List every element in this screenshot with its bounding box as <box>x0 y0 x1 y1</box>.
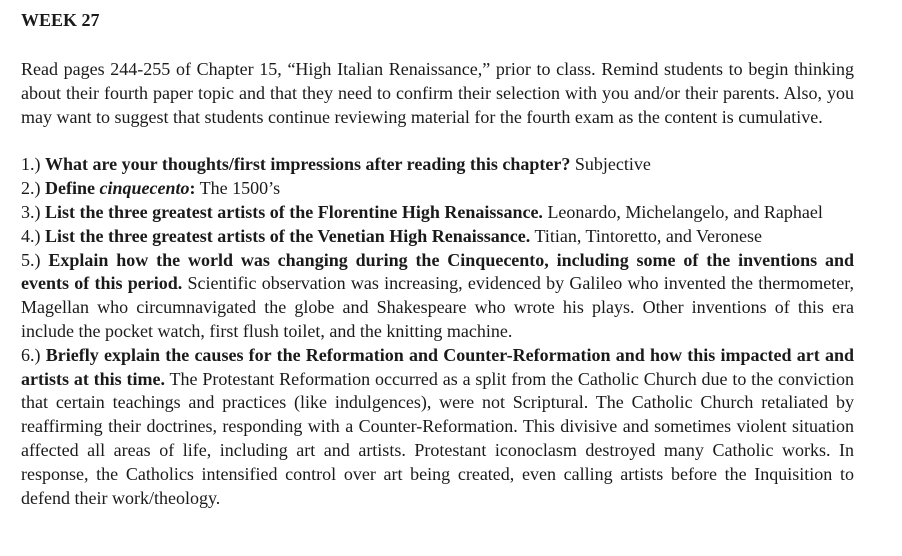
item-number: 3.) <box>21 201 41 222</box>
question-item-2 <box>21 177 854 201</box>
question-text-post: : <box>189 178 196 199</box>
answer-text: The 1500’s <box>199 178 281 199</box>
question-text: List the three greatest artists of the Florentine High Renaissance. <box>45 201 543 222</box>
answer-text: The Protestant Reformation occurred as a split from the Catholic Church due to the conviction that certain teachings and practices (like indulgences), were not Scriptural. The Catholic Church retaliated by reaffirming their doctrines, responding with a Counter-Reformation. This divisive and sometimes violent situation affected all areas of life, including art and artists. Protestant iconoclasm destroyed many Catholic works. In response, the Catholics intensified control over art being created, even calling artists before the Inquisition to defend their work/theology. <box>21 368 854 508</box>
question-text-emphasis: cinquecento <box>99 178 190 199</box>
item-number: 4.) <box>21 225 41 246</box>
question-text: Briefly explain the causes for the Reformation and Counter-Reformation and how this impacted art and artists at this time. <box>21 344 855 389</box>
item-number: 5.) <box>21 249 41 270</box>
question-item-1 <box>21 153 854 177</box>
question-text: What are your thoughts/first impressions after reading this chapter? <box>45 154 571 175</box>
intro-paragraph: Read pages 244-255 of Chapter 15, “High Italian Renaissance,” prior to class. Remind students to begin thinking about their fourth paper topic and that they need to confirm their selection with you and/or their parents. Also, you may want to suggest that students continue reviewing material for the fourth exam as the content is cumulative. <box>21 59 854 127</box>
answer-text: Scientific observation was increasing, evidenced by Galileo who invented the thermometer, Magellan who circumnavigated the globe and Shakespeare who wrote his plays. Other inventions of this era include the pocket watch, first flush toilet, and the knitting machine. <box>21 273 854 341</box>
answer-text: Titian, Tintoretto, and Veronese <box>534 225 762 246</box>
week-heading: WEEK 27 <box>21 10 100 30</box>
question-item-4 <box>21 225 854 249</box>
item-number: 6.) <box>21 344 41 365</box>
answer-text: Subjective <box>574 154 651 175</box>
item-number: 2.) <box>21 178 41 199</box>
question-text: List the three greatest artists of the Venetian High Renaissance. <box>45 225 531 246</box>
question-item-6 <box>21 344 854 511</box>
answer-text: Leonardo, Michelangelo, and Raphael <box>547 201 823 222</box>
question-item-3 <box>21 201 854 225</box>
question-text-pre: Define <box>45 178 100 199</box>
question-text: Explain how the world was changing during the Cinquecento, including some of the inventions and events of this period. <box>21 249 854 294</box>
item-number: 1.) <box>21 154 41 175</box>
question-item-5 <box>21 249 854 344</box>
question-list <box>21 153 854 510</box>
